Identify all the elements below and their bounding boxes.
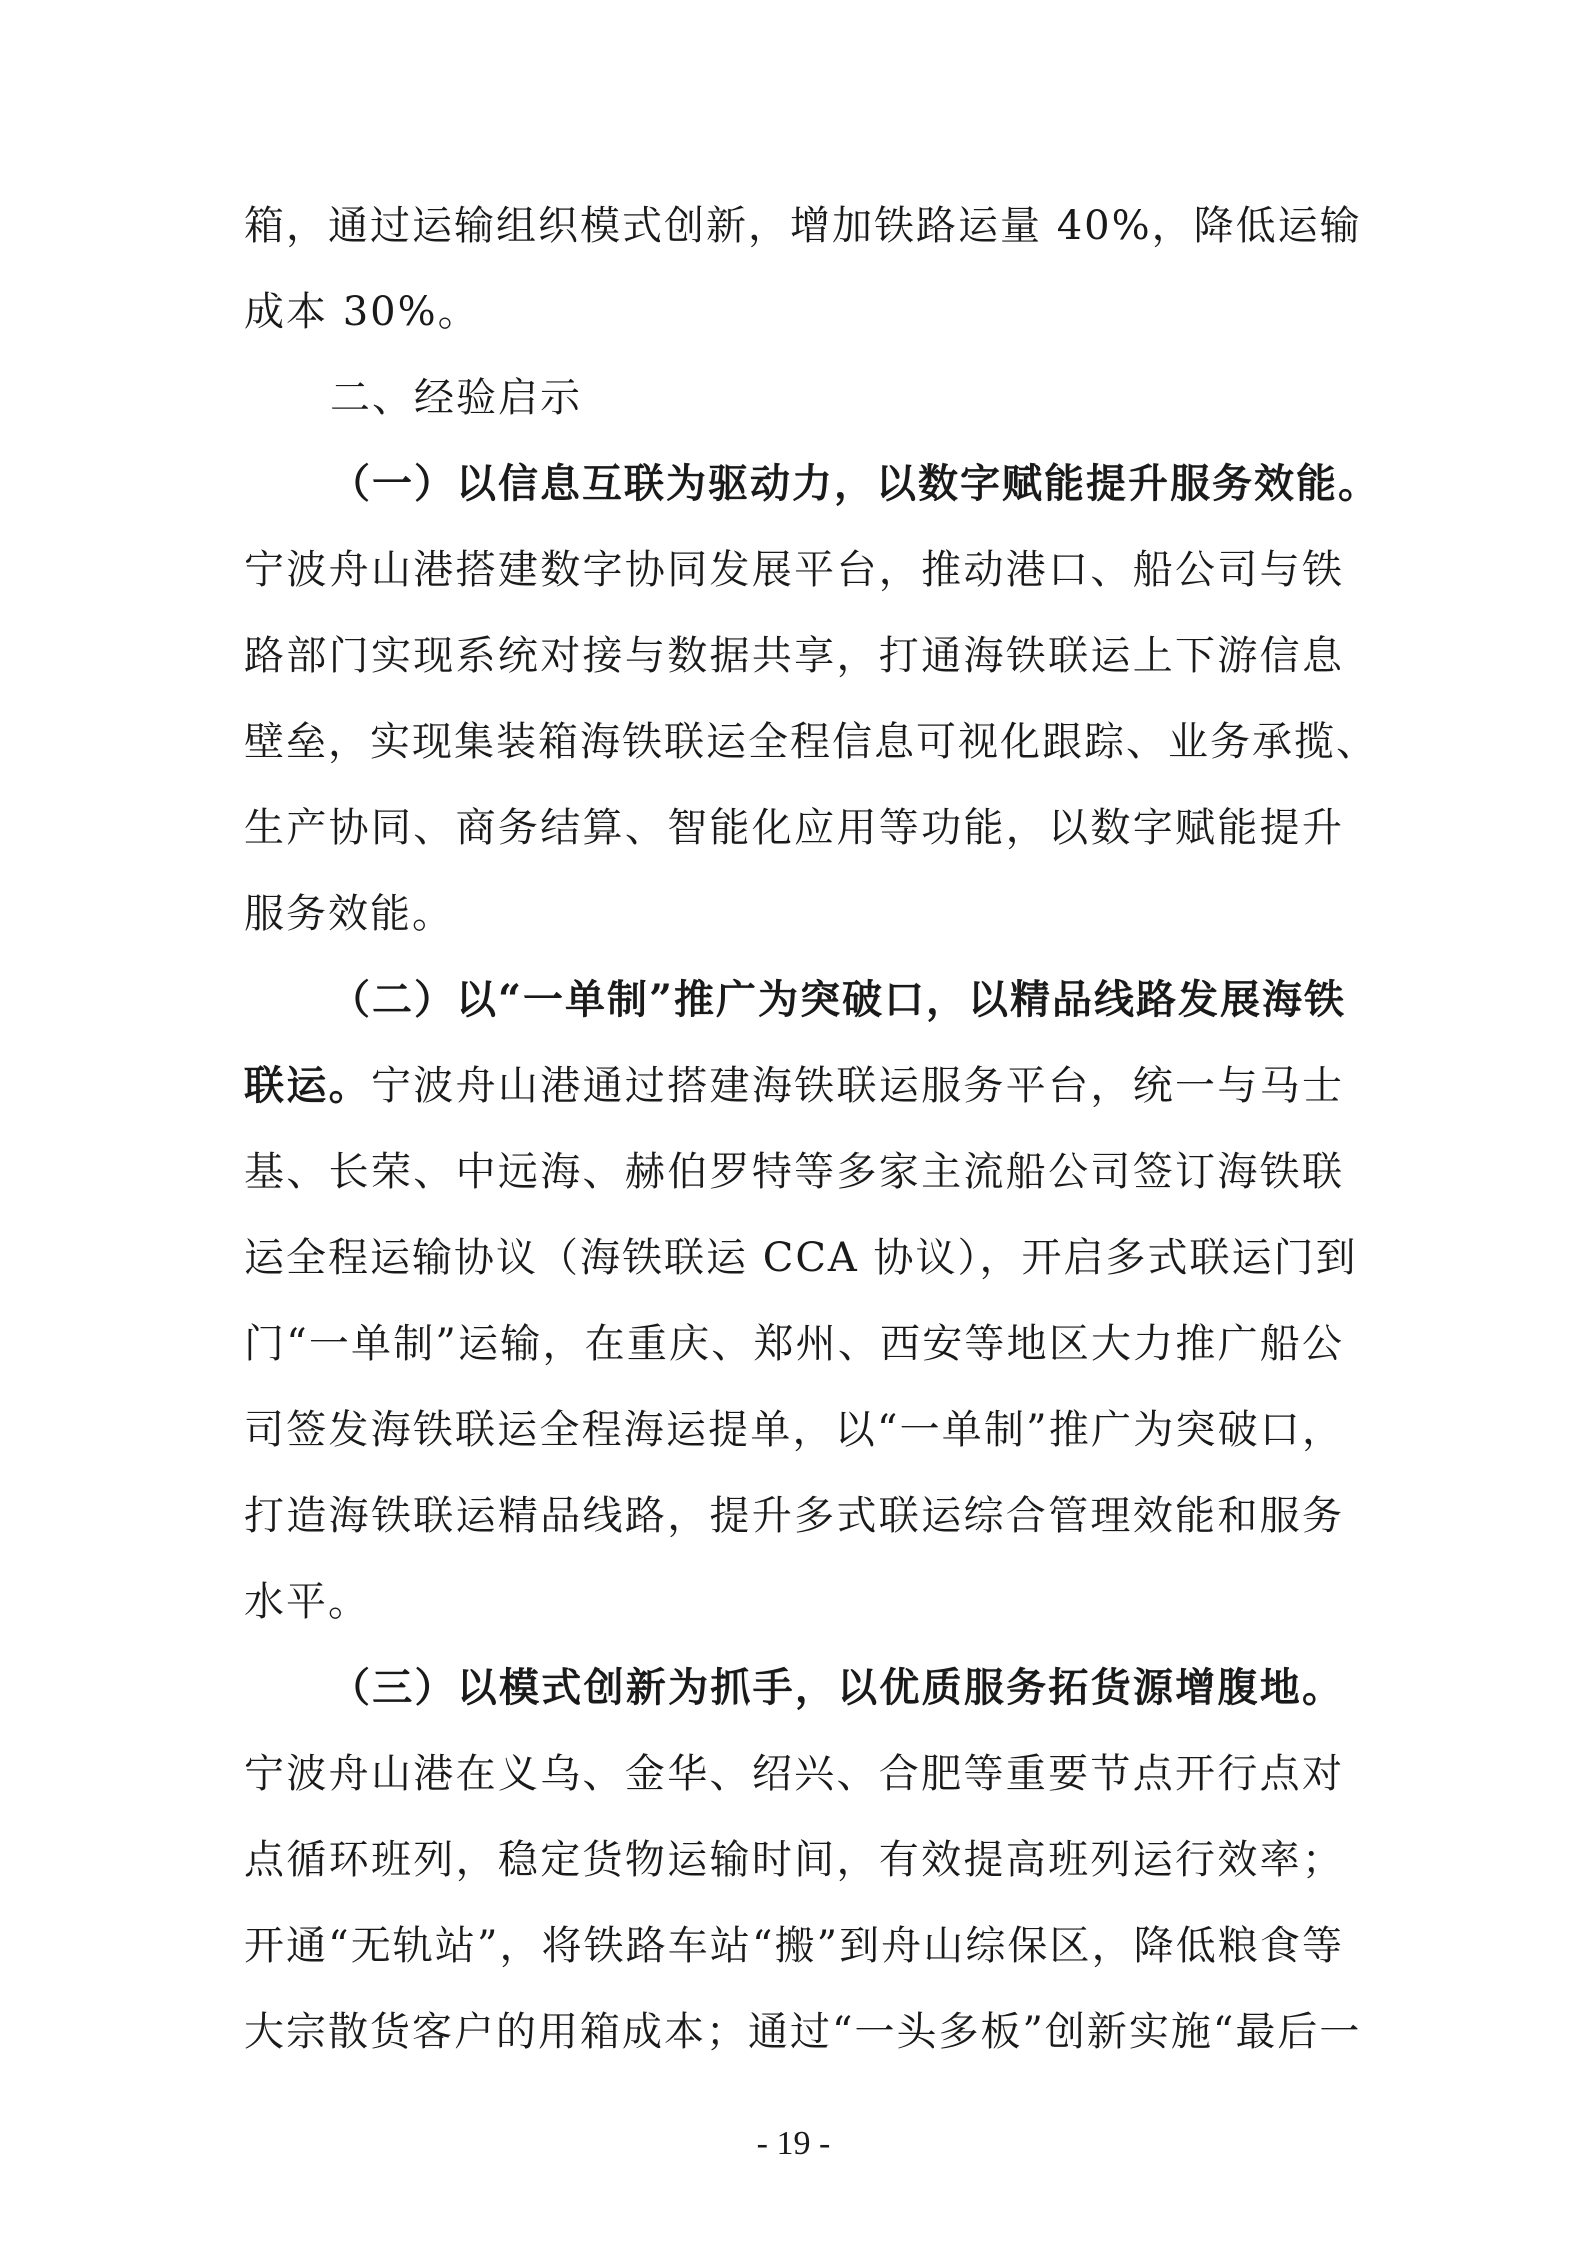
body-text-line: 点循环班列，稳定货物运输时间，有效提高班列运行效率；: [244, 1837, 1344, 1883]
body-text-line: 壁垒，实现集装箱海铁联运全程信息可视化跟踪、业务承揽、: [244, 719, 1378, 765]
subsection-title-end: 联运。: [244, 1062, 371, 1109]
body-text-line: 箱，通过运输组织模式创新，增加铁路运量 40%，降低运输: [244, 203, 1362, 249]
page-number: - 19 -: [756, 2125, 831, 2162]
body-text-line: 司签发海铁联运全程海运提单，以“一单制”推广为突破口，: [244, 1407, 1344, 1453]
body-text-line: 打造海铁联运精品线路，提升多式联运综合管理效能和服务: [244, 1493, 1344, 1539]
body-text-line: 宁波舟山港搭建数字协同发展平台，推动港口、船公司与铁: [244, 547, 1344, 593]
body-text-line: 路部门实现系统对接与数据共享，打通海铁联运上下游信息: [244, 633, 1344, 679]
subsection-title: （三）以模式创新为抓手，以优质服务拓货源增腹地。: [330, 1664, 1344, 1711]
body-text-line: 服务效能。: [244, 891, 454, 937]
subsection-title: （二）以“一单制”推广为突破口，以精品线路发展海铁: [330, 976, 1347, 1023]
body-text-line: 开通“无轨站”，将铁路车站“搬”到舟山综保区，降低粮食等: [244, 1923, 1344, 1969]
body-text-line: 水平。: [244, 1579, 370, 1625]
body-text-line: 生产协同、商务结算、智能化应用等功能，以数字赋能提升: [244, 805, 1344, 851]
body-text-line: 基、长荣、中远海、赫伯罗特等多家主流船公司签订海铁联: [244, 1149, 1344, 1195]
body-text-line: 运全程运输协议（海铁联运 CCA 协议），开启多式联运门到: [244, 1235, 1358, 1281]
body-text-line: [244, 1058, 1344, 1114]
body-text-line: 门“一单制”运输，在重庆、郑州、西安等地区大力推广船公: [244, 1321, 1344, 1367]
body-text-line: 宁波舟山港在义乌、金华、绍兴、合肥等重要节点开行点对: [244, 1751, 1344, 1797]
section-heading: 二、经验启示: [330, 375, 582, 421]
body-text-fragment: 宁波舟山港通过搭建海铁联运服务平台，统一与马士: [370, 1063, 1345, 1109]
body-text-line: 大宗散货客户的用箱成本；通过“一头多板”创新实施“最后一: [244, 2009, 1362, 2055]
body-text-line: 成本 30%。: [244, 289, 480, 335]
subsection-title: （一）以信息互联为驱动力，以数字赋能提升服务效能。: [330, 460, 1380, 507]
